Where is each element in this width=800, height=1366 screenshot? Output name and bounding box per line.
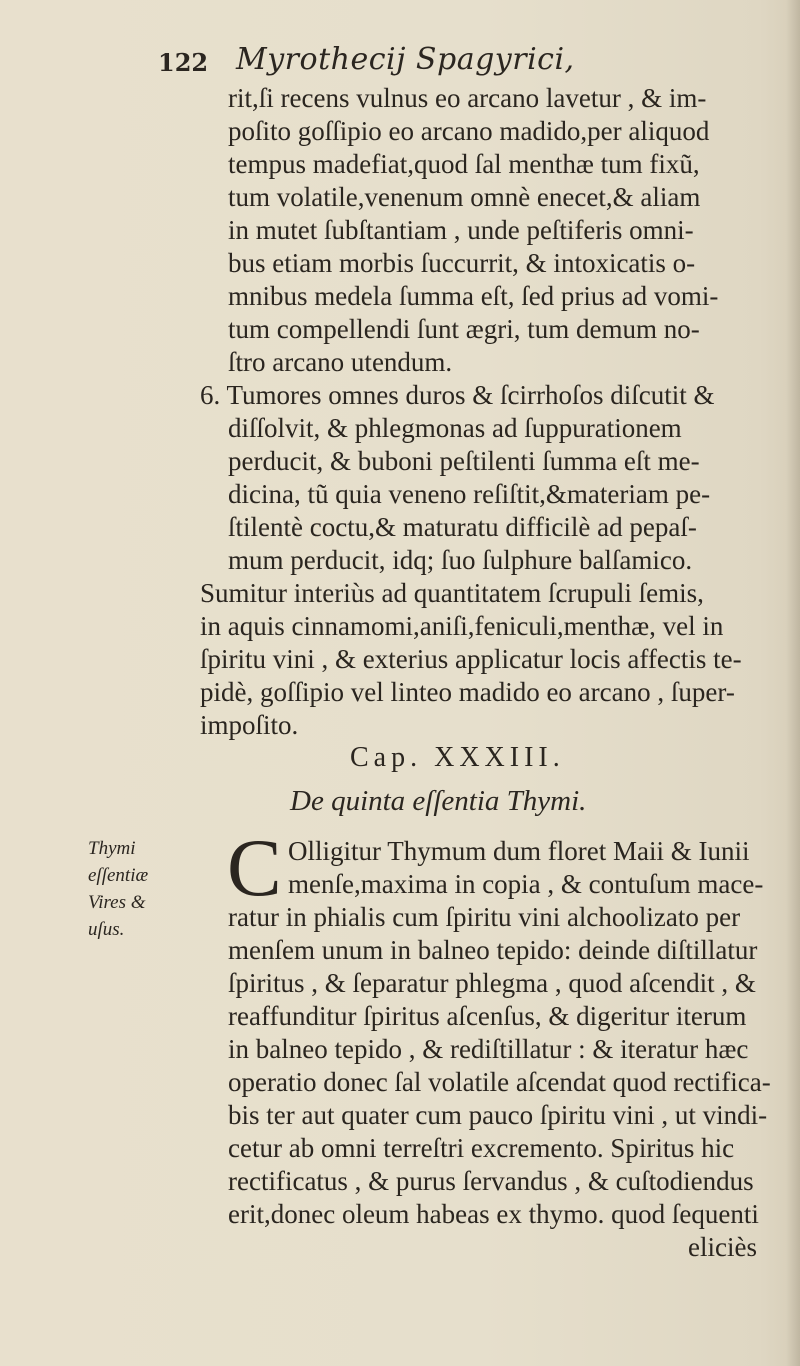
text-line: rectificatus , & purus ſervandus , & cuſtodiendus	[228, 1166, 754, 1196]
text-line: tempus madefiat,quod ſal menthæ tum fixũ,	[228, 149, 700, 179]
text-line: erit,donec oleum habeas ex thymo. quod ſequenti	[228, 1199, 759, 1229]
text-line: bus etiam morbis ſuccurrit, & intoxicatis o-	[228, 248, 696, 278]
text-line: poſito goſſipio eo arcano madido,per aliquod	[228, 116, 710, 146]
text-line: bis ter aut quater cum pauco ſpiritu vini , ut vindi-	[228, 1100, 768, 1130]
text-line: menſem unum in balneo tepido: deinde diſtillatur	[228, 935, 758, 965]
text-line: impoſito.	[200, 710, 299, 740]
drop-cap: C	[227, 822, 282, 913]
text-line: ſpiritus , & ſeparatur phlegma , quod aſcendit , &	[228, 968, 756, 998]
text-line: pidè, goſſipio vel linteo madido eo arcano , ſuper-	[200, 677, 735, 707]
text-line: Olligitur Thymum dum floret Maii & Iunii	[288, 836, 750, 866]
text-line: mum perducit, idq; ſuo ſulphure balſamico.	[228, 545, 693, 575]
text-line: dicina, tũ quia veneno reſiſtit,&materiam pe-	[228, 479, 711, 509]
text-line: tum volatile,venenum omnè enecet,& aliam	[228, 182, 701, 212]
catchword: eliciès	[688, 1232, 757, 1262]
running-title: Myrothecij Spagyrici,	[236, 42, 575, 77]
text-line: in mutet ſubſtantiam , unde peſtiferis omni-	[228, 215, 694, 245]
page-header	[158, 42, 718, 82]
page-number: 122	[158, 48, 209, 77]
text-line: Sumitur interiùs ad quantitatem ſcrupuli ſemis,	[200, 578, 704, 608]
text-line: tum compellendi ſunt ægri, tum demum no-	[228, 314, 700, 344]
text-line: cetur ab omni terreſtri excremento. Spiritus hic	[228, 1133, 735, 1163]
margin-note-line: uſus.	[88, 919, 125, 940]
text-line: ſtro arcano utendum.	[228, 347, 453, 377]
margin-note	[88, 835, 198, 943]
text-line: in balneo tepido , & rediſtillatur : & iteratur hæc	[228, 1034, 749, 1064]
text-line: ratur in phialis cum ſpiritu vini alchoolizato per	[228, 902, 741, 932]
text-line: reaffunditur ſpiritus aſcenſus, & digeritur iterum	[228, 1001, 747, 1031]
text-line: operatio donec ſal volatile aſcendat quod rectifica-	[228, 1067, 771, 1097]
margin-note-line: eſſentiæ	[88, 865, 149, 886]
margin-note-line: Thymi	[88, 838, 136, 859]
margin-note-line: Vires &	[88, 892, 146, 913]
text-line: in aquis cinnamomi,aniſi,feniculi,menthæ, vel in	[200, 611, 724, 641]
text-line: ſtilentè coctu,& maturatu difficilè ad pepaſ-	[228, 512, 697, 542]
chapter-heading: Cap. XXXIII.	[350, 742, 565, 773]
chapter-subtitle: De quinta eſſentia Thymi.	[290, 785, 587, 817]
text-line: 6. Tumores omnes duros & ſcirrhoſos diſcutit &	[200, 380, 715, 410]
text-line: rit,ſi recens vulnus eo arcano lavetur , & im-	[228, 83, 707, 113]
page-edge-shadow	[786, 0, 800, 1366]
text-line: diſſolvit, & phlegmonas ad ſuppurationem	[228, 413, 682, 443]
text-line: mnibus medela ſumma eſt, ſed prius ad vomi-	[228, 281, 719, 311]
text-line: perducit, & buboni peſtilenti ſumma eſt me-	[228, 446, 700, 476]
text-line: menſe,maxima in copia , & contuſum mace-	[288, 869, 764, 899]
text-line: ſpiritu vini , & exterius applicatur locis affectis te-	[200, 644, 742, 674]
